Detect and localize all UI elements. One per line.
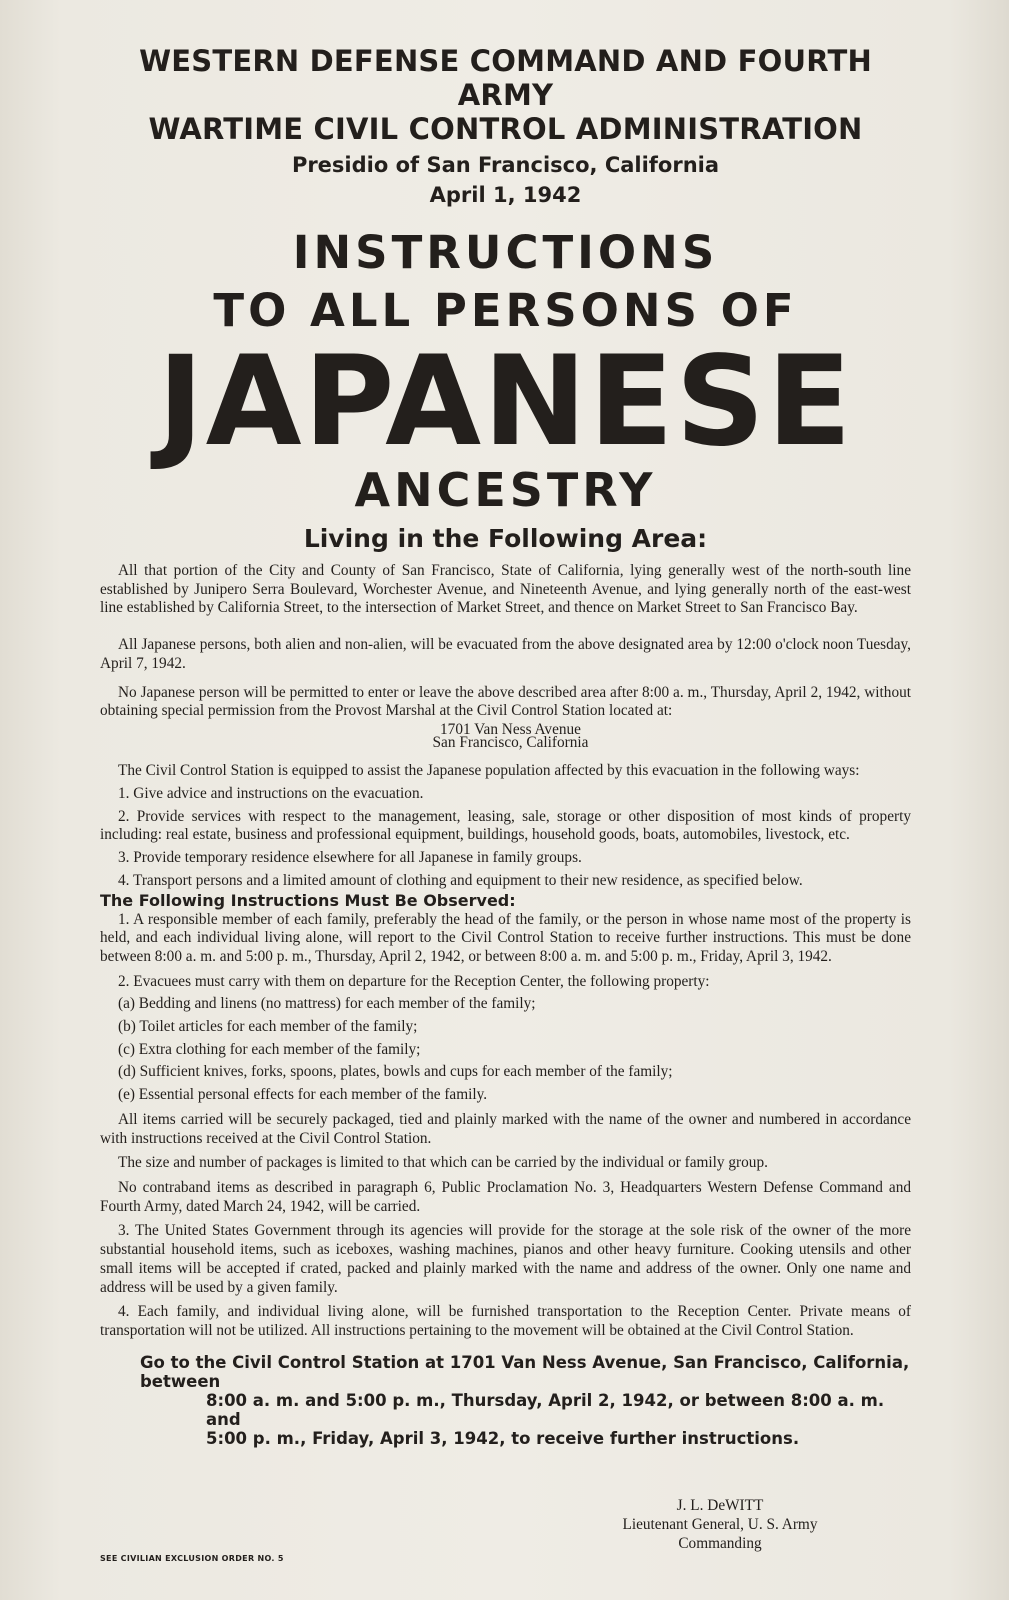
property-item-c: (c) Extra clothing for each member of the family;	[118, 1040, 421, 1058]
closing-line-3: 5:00 p. m., Friday, April 3, 1942, to receive further instructions.	[206, 1428, 800, 1448]
signature-rank: Lieutenant General, U. S. Army	[622, 1516, 818, 1533]
service-item-1: 1. Give advice and instructions on the evacuation.	[118, 785, 424, 803]
evacuation-deadline: All Japanese persons, both alien and non-alien, will be evacuated from the above designated area by 12:00 o'clock noon Tuesday, April 7, 1942.	[100, 636, 911, 672]
area-description: All that portion of the City and County of San Francisco, State of California, lying generally west of the north-south line established by Junipero Serra Boulevard, Worchester Avenue, and Nineteenth Avenue, and lying generally north of the east-west line established by California Street, to the intersection of Market Street, and thence on Market Street to San Francisco Bay.	[100, 562, 911, 617]
header-line-2: WARTIME CIVIL CONTROL ADMINISTRATION	[148, 112, 863, 146]
instruction-3: 3. The United States Government through its agencies will provide for the storage at the sole risk of the owner of the more substantial household items, such as iceboxes, washing machines, pianos and other heavy furniture. Cooking utensils and other small items will be accepted if crated, packed and plainly marked with the name and address of the owner. Only one name and address will be used by a given family.	[100, 1222, 911, 1296]
property-item-e: (e) Essential personal effects for each member of the family.	[118, 1086, 488, 1104]
contraband-note: No contraband items as described in paragraph 6, Public Proclamation No. 3, Headquarters Western Defense Command and Fourth Army, dated March 24, 1942, will be carried.	[100, 1178, 911, 1215]
title-instructions: INSTRUCTIONS	[292, 226, 719, 279]
property-item-b: (b) Toilet articles for each member of the family;	[118, 1018, 418, 1036]
title-to-all-persons: TO ALL PERSONS OF	[213, 284, 798, 337]
closing-line-1: Go to the Civil Control Station at 1701 Van Ness Avenue, San Francisco, California, between	[140, 1352, 910, 1391]
header	[100, 44, 911, 210]
header-date: April 1, 1942	[429, 183, 582, 207]
title-subtitle: Living in the Following Area:	[303, 524, 708, 553]
signature-name: J. L. DeWITT	[676, 1497, 764, 1514]
station-address-line-1: 1701 Van Ness Avenue	[440, 720, 581, 738]
signature-role: Commanding	[678, 1535, 762, 1552]
size-limit-note: The size and number of packages is limited to that which can be carried by the individual or family group.	[118, 1154, 768, 1172]
instructions-heading: The Following Instructions Must Be Observed:	[100, 890, 516, 910]
property-item-a: (a) Bedding and linens (no mattress) for each member of the family;	[118, 995, 536, 1013]
title-ancestry: ANCESTRY	[354, 463, 657, 517]
instruction-1: 1. A responsible member of each family, preferably the head of the family, or the person in whose name most of the property is held, and each individual living alone, will report to the Civil Control Station to receive further instructions. This must be done between 8:00 a. m. and 5:00 p. m., Thursday, April 2, 1942, or between 8:00 a. m. and 5:00 p. m., Friday, April 3, 1942.	[100, 910, 911, 965]
header-line-1: WESTERN DEFENSE COMMAND AND FOURTH ARMY	[139, 44, 872, 112]
station-address-line-2: San Francisco, California	[432, 733, 589, 751]
title-japanese: JAPANESE	[157, 330, 854, 474]
instruction-2: 2. Evacuees must carry with them on departure for the Reception Center, the following property:	[118, 972, 710, 990]
property-item-d: (d) Sufficient knives, forks, spoons, plates, bowls and cups for each member of the family;	[118, 1063, 673, 1081]
entry-restriction: No Japanese person will be permitted to enter or leave the above described area after 8:00 a. m., Thursday, April 2, 1942, without obtaining special permission from the Provost Marshal at the Civil Control Station located at:	[100, 683, 911, 720]
header-location: Presidio of San Francisco, California	[291, 153, 720, 177]
closing-line-2: 8:00 a. m. and 5:00 p. m., Thursday, April 2, 1942, or between 8:00 a. m. and	[206, 1390, 885, 1429]
body-text	[100, 562, 911, 1341]
title-block	[100, 224, 911, 556]
footer-note: SEE CIVILIAN EXCLUSION ORDER NO. 5	[100, 1554, 284, 1563]
packaging-note: All items carried will be securely packaged, tied and plainly marked with the name of the owner and numbered in accordance with instructions received at the Civil Control Station.	[100, 1110, 911, 1147]
service-item-3: 3. Provide temporary residence elsewhere for all Japanese in family groups.	[118, 849, 582, 867]
station-intro: The Civil Control Station is equipped to assist the Japanese population affected by this evacuation in the following ways:	[118, 762, 860, 780]
service-item-2: 2. Provide services with respect to the management, leasing, sale, storage or other disposition of most kinds of property including: real estate, business and professional equipment, buildings, household goods, boats, automobiles, livestock, etc.	[100, 807, 911, 844]
closing-instruction	[100, 1353, 911, 1448]
instruction-4: 4. Each family, and individual living alone, will be furnished transportation to the Reception Center. Private means of transportation will not be utilized. All instructions pertaining to the movement will be obtained at the Civil Control Station.	[100, 1303, 911, 1339]
service-item-4: 4. Transport persons and a limited amount of clothing and equipment to their new residence, as specified below.	[118, 871, 803, 889]
signature-block	[590, 1496, 850, 1553]
